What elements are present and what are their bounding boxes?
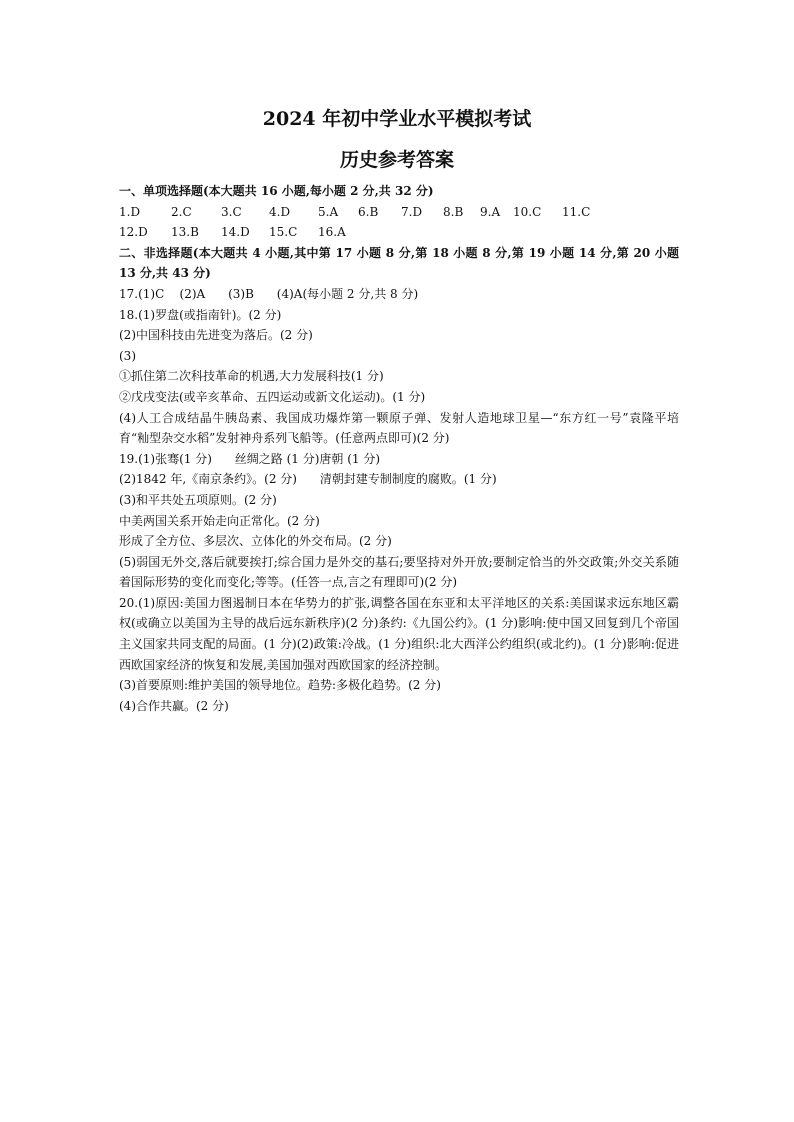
answer-content	[119, 181, 679, 716]
choice-answer: 12.D	[119, 225, 148, 240]
section2-heading: 二、非选择题(本大题共 4 小题,其中第 17 小题 8 分,第 18 小题 8 分,第 19 小题 14 分,第 20 小题 13 分,共 43 分)	[119, 245, 679, 281]
choice-answer: 6.B	[358, 204, 379, 219]
answer-19-2: (2)1842 年,《南京条约》。(2 分) 清朝封建专制制度的腐败。(1 分)	[119, 472, 497, 487]
answer-19-1: 19.(1)张骞(1 分) 丝绸之路 (1 分)唐朝 (1 分)	[119, 451, 381, 466]
choice-answer: 4.D	[269, 204, 291, 219]
answer-19-3-b: 中美两国关系开始走向正常化。(2 分)	[119, 513, 320, 528]
answer-18-2: (2)中国科技由先进变为落后。(2 分)	[119, 328, 313, 343]
choice-answer: 13.B	[171, 225, 199, 240]
choice-answer: 15.C	[269, 225, 298, 240]
choice-answer: 1.D	[119, 204, 141, 219]
choice-answer: 7.D	[401, 204, 423, 219]
choice-answer: 11.C	[562, 204, 591, 219]
answer-20-1-2: 20.(1)原因:美国力图遏制日本在华势力的扩张,调整各国在东亚和太平洋地区的关系:美国谋求远东地区霸权(或确立以美国为主导的战后远东新秩序)(2 分)条约:《九国公约》。(1 分)影响:使中国又回复到几个帝国主义国家共同支配的局面。(1 分)(2)政策:冷战。(1 分)组织:北大西洋公约组织(或北约)。(1 分)影响:促进西欧国家经济的恢复和发展,美国加强对西欧国家的经济控制。	[119, 595, 679, 672]
answer-18-1: 18.(1)罗盘(或指南针)。(2 分)	[119, 307, 282, 322]
answer-18-3-point-2: ②戊戌变法(或辛亥革命、五四运动或新文化运动)。(1 分)	[119, 389, 426, 404]
choice-answer: 10.C	[513, 204, 542, 219]
answer-17: 17.(1)C (2)A (3)B (4)A(每小题 2 分,共 8 分)	[119, 286, 419, 301]
choice-answer: 2.C	[171, 204, 192, 219]
choice-answer: 5.A	[318, 204, 339, 219]
section1-heading: 一、单项选择题(本大题共 16 小题,每小题 2 分,共 32 分)	[119, 184, 434, 198]
choice-answer: 9.A	[480, 204, 501, 219]
choice-answer: 14.D	[221, 225, 250, 240]
answer-18-4: (4)人工合成结晶牛胰岛素、我国成功爆炸第一颗原子弹、发射人造地球卫星—“东方红一号”袁隆平培育“籼型杂交水稻”发射神舟系列飞船等。(任意两点即可)(2 分)	[119, 410, 679, 446]
choice-answer: 16.A	[318, 225, 346, 240]
answer-19-5: (5)弱国无外交,落后就要挨打;综合国力是外交的基石;要坚持对外开放;要制定恰当的外交政策;外交关系随着国际形势的变化而变化;等等。(任答一点,言之有理即可)(2 分)	[119, 554, 679, 590]
choice-answer: 8.B	[443, 204, 464, 219]
answer-18-3-point-1: ①抓住第二次科技革命的机遇,大力发展科技(1 分)	[119, 369, 384, 384]
answer-20-4: (4)合作共赢。(2 分)	[119, 698, 229, 713]
answer-19-3-c: 形成了全方位、多层次、立体化的外交布局。(2 分)	[119, 534, 392, 549]
choice-answers-row-1	[119, 202, 679, 223]
choice-answers-row-2	[119, 222, 679, 243]
choice-answer: 3.C	[221, 204, 242, 219]
document-subtitle: 历史参考答案	[339, 149, 454, 171]
answer-18-3-label: (3)	[119, 348, 136, 363]
answer-20-3: (3)首要原则:维护美国的领导地位。趋势:多极化趋势。(2 分)	[119, 678, 441, 693]
answer-19-3: (3)和平共处五项原则。(2 分)	[119, 492, 277, 507]
document-title: 2024 年初中学业水平模拟考试	[262, 108, 532, 130]
